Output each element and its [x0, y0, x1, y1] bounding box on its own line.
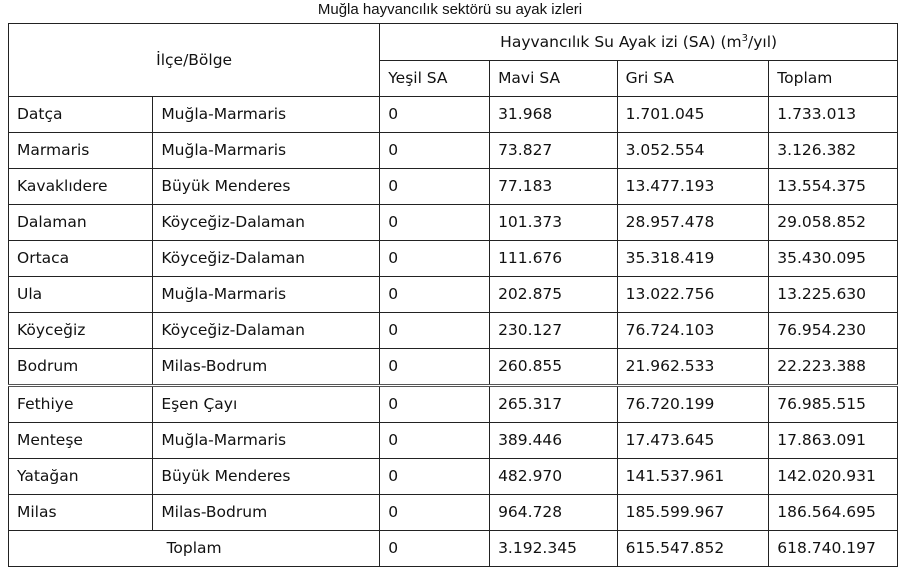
cell-gri: 76.720.199	[617, 386, 769, 423]
cell-gri: 21.962.533	[617, 349, 769, 386]
water-footprint-table	[8, 23, 898, 567]
cell-yesil: 0	[380, 349, 490, 386]
cell-ilce: Yatağan	[9, 459, 153, 495]
cell-toplam: 186.564.695	[769, 495, 898, 531]
cell-toplam: 76.954.230	[769, 313, 898, 349]
cell-bolge: Eşen Çayı	[153, 386, 380, 423]
cell-gri: 76.724.103	[617, 313, 769, 349]
table-row	[9, 423, 898, 459]
cell-gri: 141.537.961	[617, 459, 769, 495]
cell-ilce: Datça	[9, 97, 153, 133]
column-header-yesil: Yeşil SA	[380, 61, 490, 97]
cell-yesil: 0	[380, 133, 490, 169]
table-row	[9, 277, 898, 313]
cell-bolge: Büyük Menderes	[153, 459, 380, 495]
table-row	[9, 386, 898, 423]
table-title: Muğla hayvancılık sektörü su ayak izleri	[317, 1, 583, 18]
cell-yesil: 0	[380, 169, 490, 205]
cell-ilce: Fethiye	[9, 386, 153, 423]
header-row-main	[9, 24, 898, 61]
cell-bolge: Köyceğiz-Dalaman	[153, 241, 380, 277]
cell-bolge: Muğla-Marmaris	[153, 133, 380, 169]
cell-yesil: 0	[380, 205, 490, 241]
total-yesil: 0	[380, 531, 490, 567]
cell-yesil: 0	[380, 386, 490, 423]
cell-ilce: Köyceğiz	[9, 313, 153, 349]
cell-gri: 35.318.419	[617, 241, 769, 277]
table-row	[9, 349, 898, 386]
cell-gri: 17.473.645	[617, 423, 769, 459]
cell-gri: 1.701.045	[617, 97, 769, 133]
cell-yesil: 0	[380, 313, 490, 349]
cell-mavi: 964.728	[490, 495, 618, 531]
table-row	[9, 205, 898, 241]
cell-mavi: 202.875	[490, 277, 618, 313]
cell-yesil: 0	[380, 423, 490, 459]
total-gri: 615.547.852	[617, 531, 769, 567]
table-row	[9, 495, 898, 531]
cell-mavi: 31.968	[490, 97, 618, 133]
cell-ilce: Marmaris	[9, 133, 153, 169]
cell-ilce: Kavaklıdere	[9, 169, 153, 205]
cell-gri: 13.022.756	[617, 277, 769, 313]
table-row	[9, 169, 898, 205]
cell-yesil: 0	[380, 277, 490, 313]
cell-mavi: 265.317	[490, 386, 618, 423]
column-header-toplam: Toplam	[769, 61, 898, 97]
cell-mavi: 230.127	[490, 313, 618, 349]
cell-ilce: Dalaman	[9, 205, 153, 241]
table-row	[9, 133, 898, 169]
cell-ilce: Menteşe	[9, 423, 153, 459]
cell-toplam: 3.126.382	[769, 133, 898, 169]
total-mavi: 3.192.345	[490, 531, 618, 567]
cell-toplam: 142.020.931	[769, 459, 898, 495]
cell-toplam: 22.223.388	[769, 349, 898, 386]
cell-toplam: 17.863.091	[769, 423, 898, 459]
cell-mavi: 73.827	[490, 133, 618, 169]
cell-gri: 28.957.478	[617, 205, 769, 241]
cell-bolge: Muğla-Marmaris	[153, 423, 380, 459]
cell-ilce: Ortaca	[9, 241, 153, 277]
total-toplam: 618.740.197	[769, 531, 898, 567]
cell-bolge: Köyceğiz-Dalaman	[153, 205, 380, 241]
table-row	[9, 241, 898, 277]
cell-mavi: 482.970	[490, 459, 618, 495]
cell-gri: 13.477.193	[617, 169, 769, 205]
cell-yesil: 0	[380, 459, 490, 495]
cell-gri: 185.599.967	[617, 495, 769, 531]
column-header-mavi: Mavi SA	[490, 61, 618, 97]
water-footprint-header: Hayvancılık Su Ayak izi (SA) $(m^3/yıl)$	[380, 24, 898, 61]
cell-ilce: Milas	[9, 495, 153, 531]
cell-mavi: 389.446	[490, 423, 618, 459]
cell-mavi: 101.373	[490, 205, 618, 241]
cell-bolge: Muğla-Marmaris	[153, 97, 380, 133]
cell-bolge: Muğla-Marmaris	[153, 277, 380, 313]
cell-yesil: 0	[380, 495, 490, 531]
cell-bolge: Milas-Bodrum	[153, 495, 380, 531]
cell-mavi: 111.676	[490, 241, 618, 277]
total-label: Toplam	[9, 531, 380, 567]
cell-yesil: 0	[380, 97, 490, 133]
table-row	[9, 97, 898, 133]
cell-toplam: 76.985.515	[769, 386, 898, 423]
cell-bolge: Büyük Menderes	[153, 169, 380, 205]
total-row	[9, 531, 898, 567]
cell-toplam: 13.225.630	[769, 277, 898, 313]
cell-mavi: 260.855	[490, 349, 618, 386]
cell-bolge: Milas-Bodrum	[153, 349, 380, 386]
region-header: İlçe/Bölge	[9, 24, 380, 97]
cell-ilce: Bodrum	[9, 349, 153, 386]
cell-toplam: 1.733.013	[769, 97, 898, 133]
cell-toplam: 13.554.375	[769, 169, 898, 205]
table-row	[9, 313, 898, 349]
cell-toplam: 35.430.095	[769, 241, 898, 277]
cell-toplam: 29.058.852	[769, 205, 898, 241]
table-row	[9, 459, 898, 495]
column-header-gri: Gri SA	[617, 61, 769, 97]
cell-yesil: 0	[380, 241, 490, 277]
cell-ilce: Ula	[9, 277, 153, 313]
cell-gri: 3.052.554	[617, 133, 769, 169]
cell-mavi: 77.183	[490, 169, 618, 205]
cell-bolge: Köyceğiz-Dalaman	[153, 313, 380, 349]
